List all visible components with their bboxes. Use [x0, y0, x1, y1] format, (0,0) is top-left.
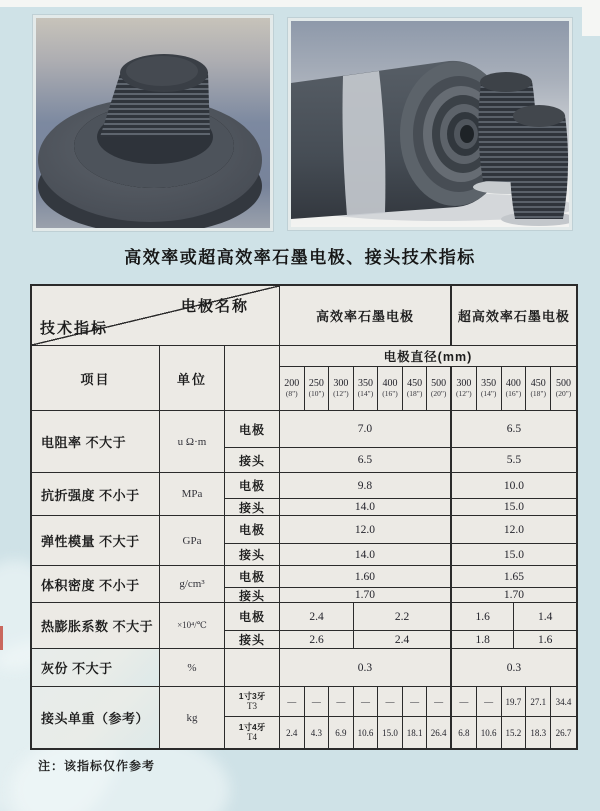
- sub-label-joint: 接头: [225, 631, 280, 649]
- value-cell: 0.3: [280, 649, 452, 687]
- t4-cell: 26.4: [427, 717, 452, 748]
- diameter-cell: 500 (20"): [427, 367, 452, 411]
- t3-cell: —: [305, 687, 330, 717]
- value-cell: 0.3: [452, 649, 576, 687]
- scan-edge-corner: [582, 0, 600, 36]
- nipple-front-top: [513, 105, 565, 127]
- spec-table: [30, 284, 578, 750]
- row-unit-resistivity: u Ω·m: [160, 411, 225, 473]
- t4-cell: 6.9: [329, 717, 354, 748]
- diameter-cell: 300 (12"): [452, 367, 477, 411]
- nipple-top-inner: [126, 56, 198, 86]
- sub-label-electrode: 电极: [225, 516, 280, 544]
- sub-label-joint: 接头: [225, 544, 280, 566]
- diameter-cell: 500 (20"): [551, 367, 576, 411]
- thread-type-t3-label: 1寸3牙 T3: [225, 687, 280, 717]
- value-cell: 1.70: [280, 588, 452, 603]
- t3-cell: 34.4: [551, 687, 576, 717]
- sub-label-electrode: 电极: [225, 473, 280, 499]
- nipple-front: [510, 115, 568, 219]
- value-cell: 6.5: [280, 448, 452, 473]
- sub-label-electrode: 电极: [225, 411, 280, 448]
- diameter-cell: 400 (16"): [502, 367, 527, 411]
- value-cell: 2.4: [280, 603, 354, 630]
- diameter-cell: 200 (8"): [280, 367, 305, 411]
- value-cell: 12.0: [280, 516, 452, 544]
- scan-artifact: [0, 626, 3, 650]
- t4-cell: 4.3: [305, 717, 330, 748]
- scan-edge-top: [0, 0, 600, 7]
- t4-cell: 15.0: [378, 717, 403, 748]
- sub-label-joint: 接头: [225, 499, 280, 516]
- nipple-back-top: [480, 72, 532, 92]
- t3-cell: —: [403, 687, 428, 717]
- row-item-joint-weight: 接头单重（参考）: [32, 687, 160, 748]
- row-item-ash: 灰份 不大于: [32, 649, 160, 687]
- row-unit-cte: ×10⁴/℃: [160, 603, 225, 649]
- row-unit-joint-weight: kg: [160, 687, 225, 748]
- t4-cell: 6.8: [452, 717, 477, 748]
- t3-cell: 19.7: [502, 687, 527, 717]
- thread-type-t4-label: 1寸4牙 T4: [225, 717, 280, 748]
- t3-cell: —: [354, 687, 379, 717]
- value-cell: 2.2: [394, 610, 410, 623]
- t4-cell: 15.2: [502, 717, 527, 748]
- value-cell: 1.70: [452, 588, 576, 603]
- t4-cell: 26.7: [555, 727, 572, 738]
- value-cell: 9.8: [280, 473, 452, 499]
- row-unit-flexural: MPa: [160, 473, 225, 516]
- t4-cell: 10.6: [354, 717, 379, 748]
- photo-electrode-top-view: [33, 15, 273, 231]
- page-title: 高效率或超高效率石墨电极、接头技术指标: [124, 248, 476, 267]
- value-cell: 7.0: [280, 411, 452, 448]
- value-cell: 5.5: [452, 448, 576, 473]
- row-unit-ash: %: [160, 649, 225, 687]
- light-band: [343, 71, 386, 216]
- t4-cell: 10.6: [477, 717, 502, 748]
- diameter-cell: 350 (14"): [354, 367, 379, 411]
- sub-label-joint: 接头: [225, 588, 280, 603]
- split-value-cell: [280, 631, 452, 649]
- footnote: 注：该指标仅作参考: [38, 759, 156, 773]
- photo-electrodes-nipples: [288, 18, 572, 230]
- value-cell: 14.0: [280, 544, 452, 566]
- row-unit-density: g/cm³: [160, 566, 225, 603]
- value-cell: 1.8: [452, 631, 514, 648]
- value-cell: 10.0: [452, 473, 576, 499]
- split-value-cell: [280, 603, 452, 631]
- socket-center: [460, 125, 474, 143]
- t3-cell: —: [452, 687, 477, 717]
- value-cell: 1.6: [452, 603, 514, 630]
- t4-cell: 2.4: [280, 717, 305, 748]
- sub-label-electrode: 电极: [225, 566, 280, 588]
- split-value-cell: [452, 631, 576, 649]
- row-item-density: 体积密度 不小于: [32, 566, 160, 603]
- row-item-elastic: 弹性模量 不大于: [32, 516, 160, 566]
- value-cell: 15.0: [452, 544, 576, 566]
- corner-header-cell: [32, 286, 280, 346]
- split-value-cell: [452, 603, 576, 631]
- item-column-header: 项目: [32, 346, 160, 411]
- t3-cell: —: [427, 687, 452, 717]
- diameter-cell: 450 (18"): [526, 367, 551, 411]
- row-item-resistivity: 电阻率 不大于: [32, 411, 160, 473]
- corner-indicator-label: 技术指标: [40, 320, 109, 337]
- diameter-band-header: 电极直径(mm): [280, 346, 576, 367]
- diameter-cell: 400 (16"): [378, 367, 403, 411]
- value-cell: 6.5: [452, 411, 576, 448]
- row-unit-elastic: GPa: [160, 516, 225, 566]
- t3-cell: —: [378, 687, 403, 717]
- value-cell: 1.6: [537, 633, 553, 646]
- row-item-flexural: 抗折强度 不小于: [32, 473, 160, 516]
- group1-header: 高效率石墨电极: [280, 286, 452, 346]
- value-cell: 12.0: [452, 516, 576, 544]
- group2-header: 超高效率石墨电极: [452, 286, 576, 346]
- value-cell: 14.0: [280, 499, 452, 516]
- value-cell: 15.0: [452, 499, 576, 516]
- value-cell: 1.60: [280, 566, 452, 588]
- corner-electrode-name-label: 电极名称: [180, 298, 249, 315]
- diameter-cell: 250 (10"): [305, 367, 330, 411]
- diameter-cell: 300 (12"): [329, 367, 354, 411]
- t3-cell: —: [329, 687, 354, 717]
- row-item-cte: 热膨胀系数 不大于: [32, 603, 160, 649]
- sub-label-electrode: 电极: [225, 603, 280, 631]
- empty-header-cell: [225, 346, 280, 411]
- unit-column-header: 单位: [160, 346, 225, 411]
- value-cell: 2.6: [280, 631, 354, 648]
- value-cell: 2.4: [394, 633, 410, 646]
- empty-cell: [225, 649, 280, 687]
- t4-cell: 18.3: [526, 717, 551, 748]
- diameter-cell: 350 (14"): [477, 367, 502, 411]
- value-cell: 1.4: [537, 610, 553, 623]
- t4-cell: 18.1: [403, 717, 428, 748]
- t3-cell: 27.1: [526, 687, 551, 717]
- sub-label-joint: 接头: [225, 448, 280, 473]
- t3-cell: —: [280, 687, 305, 717]
- t3-cell: —: [477, 687, 502, 717]
- value-cell: 1.65: [452, 566, 576, 588]
- diameter-cell: 450 (18"): [403, 367, 428, 411]
